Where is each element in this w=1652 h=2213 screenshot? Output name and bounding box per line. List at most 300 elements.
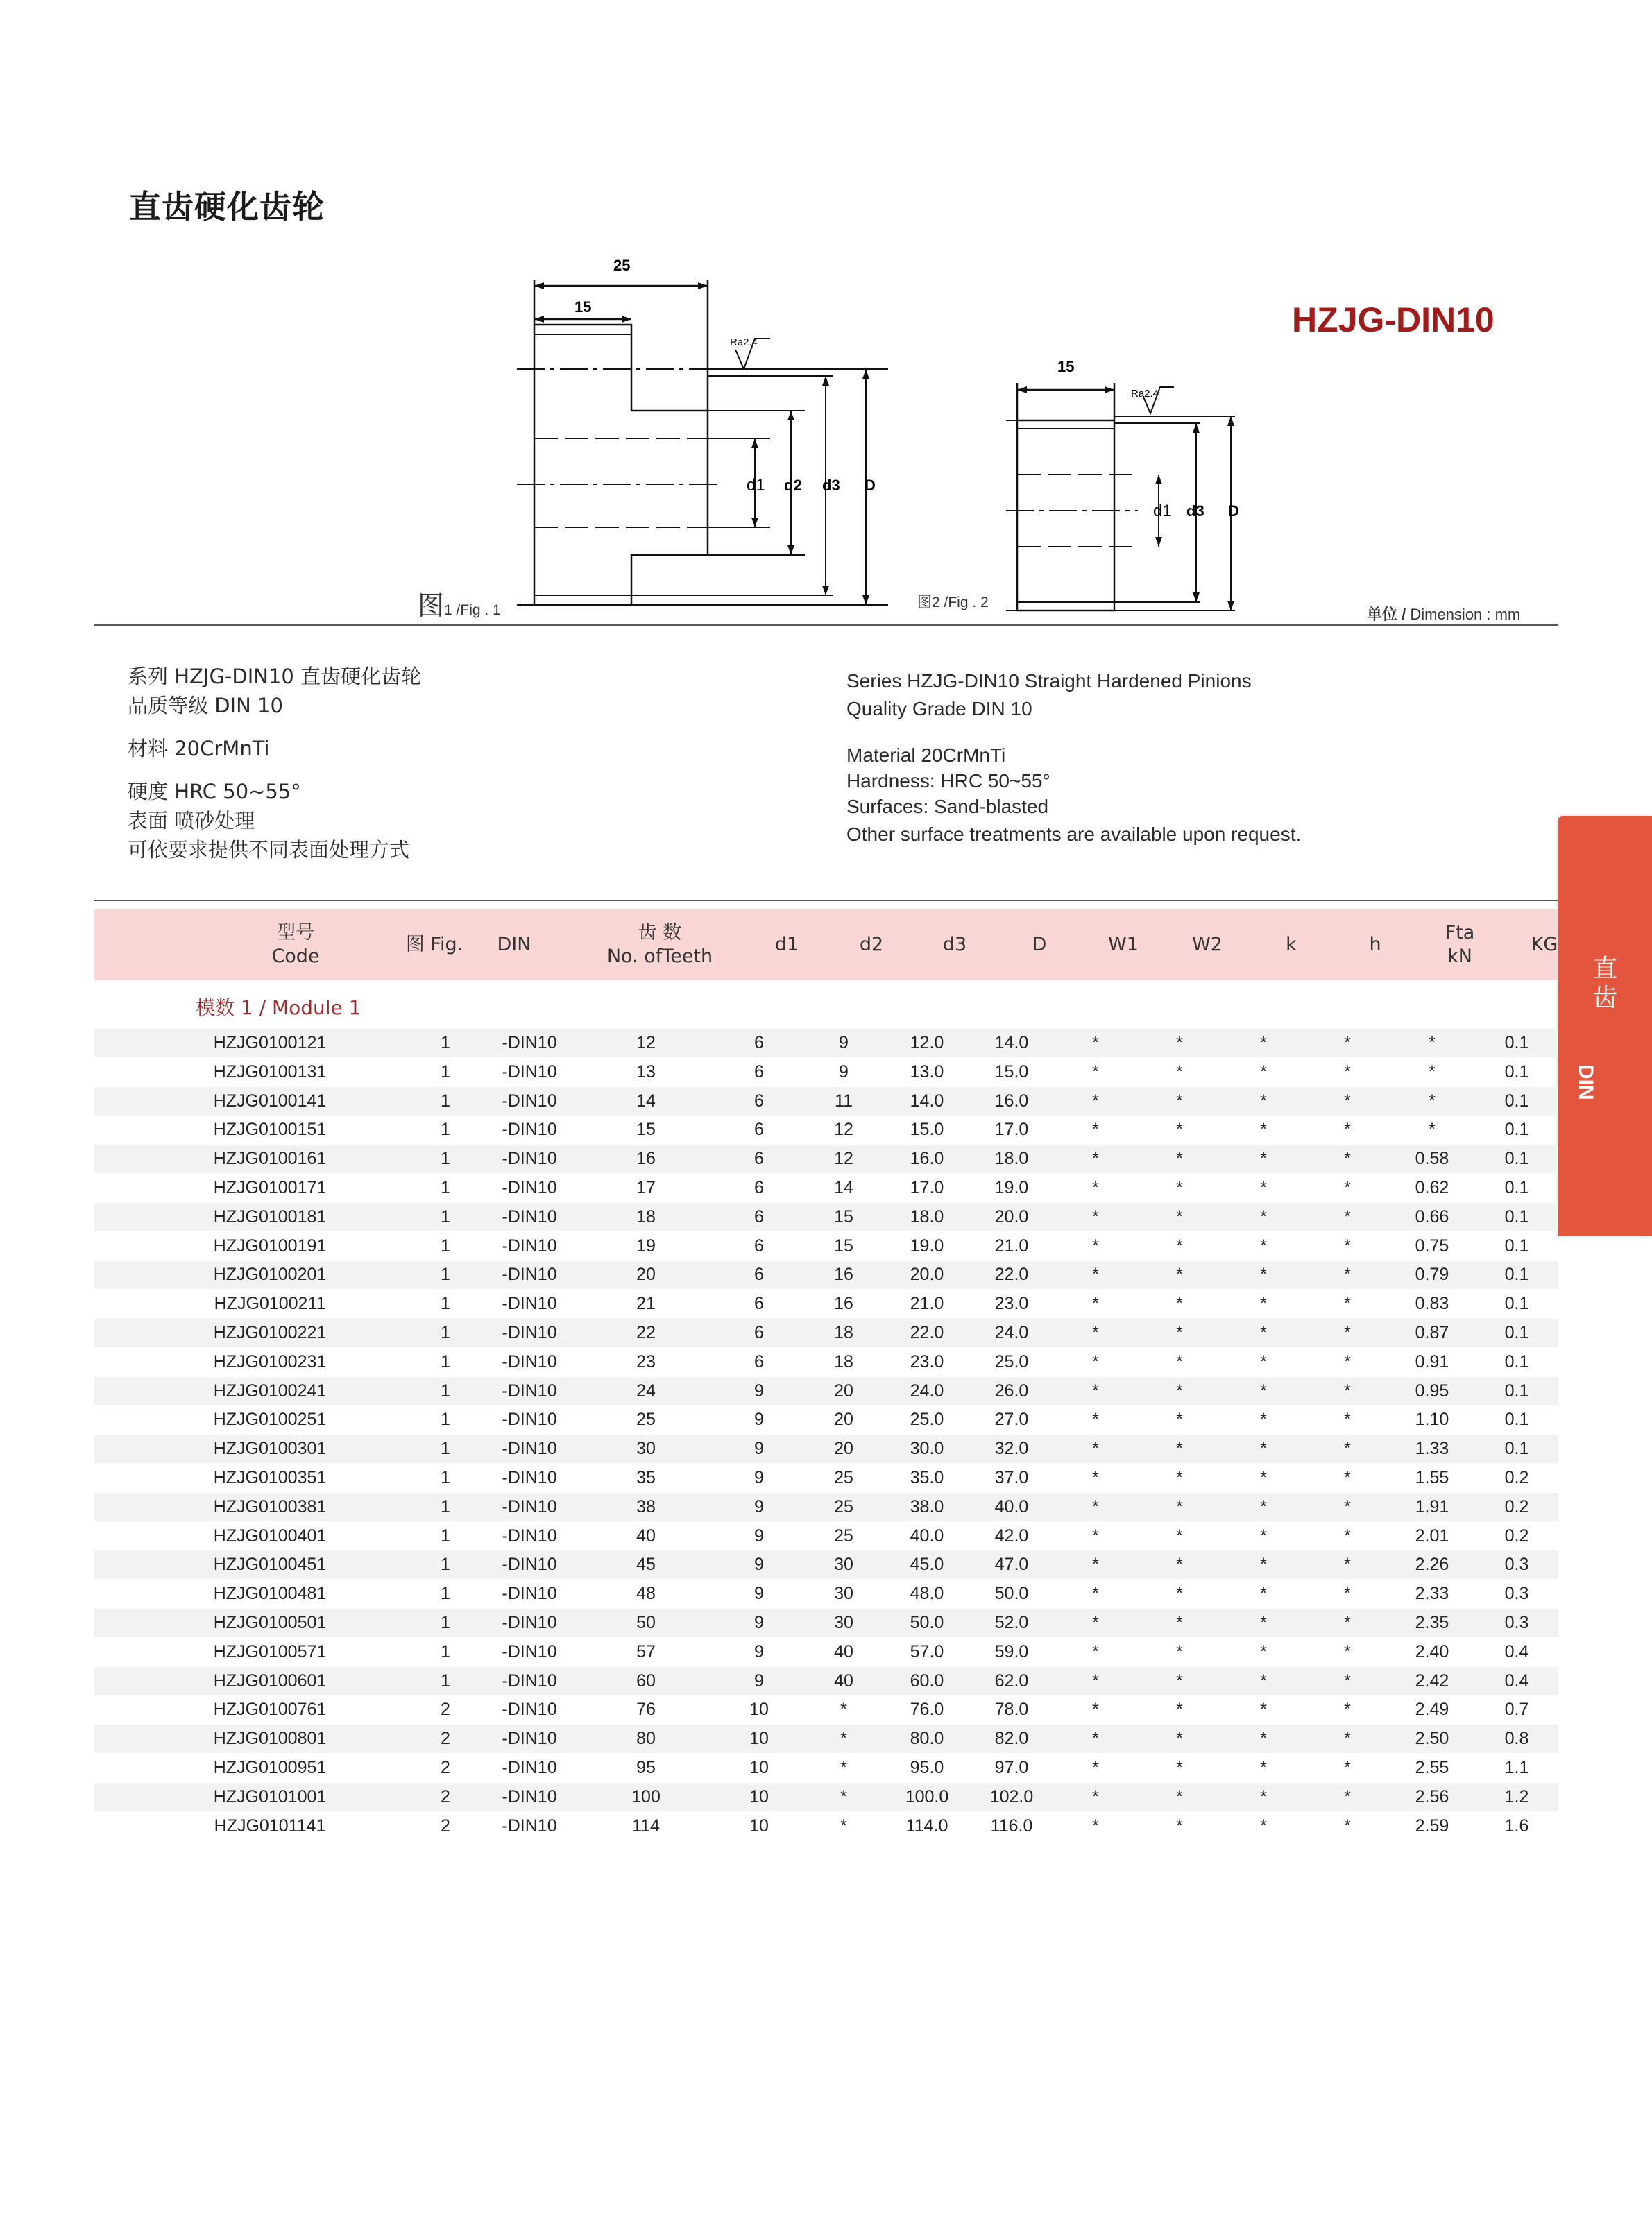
- cell-d2: 14: [834, 1178, 853, 1197]
- cell-w1: *: [1092, 1613, 1099, 1632]
- info-english: [846, 667, 1301, 850]
- divider-top: [94, 624, 1558, 626]
- cell-teeth: 13: [636, 1061, 656, 1082]
- cell-fta: 0.95: [1415, 1381, 1449, 1401]
- cell-teeth: 76: [636, 1700, 656, 1720]
- cell-fta: 1.10: [1415, 1410, 1449, 1430]
- table-row: [94, 1754, 1558, 1782]
- cell-d3: 23.0: [910, 1351, 944, 1372]
- table-row: [94, 1377, 1558, 1405]
- cell-din: -DIN10: [502, 1671, 557, 1691]
- cell-fig: 1: [441, 1236, 450, 1256]
- cell-din: -DIN10: [502, 1033, 557, 1052]
- cell-kg: 0.1: [1504, 1120, 1529, 1140]
- cell-fta: 1.91: [1415, 1496, 1449, 1516]
- cell-D: 16.0: [994, 1091, 1029, 1111]
- cell-din: -DIN10: [502, 1061, 557, 1082]
- cell-d1: 9: [754, 1439, 764, 1459]
- cell-w2: *: [1176, 1033, 1183, 1052]
- cell-kg: 0.2: [1504, 1468, 1529, 1487]
- cell-w2: *: [1176, 1149, 1183, 1169]
- cell-code: HZJG0100151: [213, 1120, 327, 1140]
- cell-kg: 1.6: [1504, 1815, 1529, 1836]
- cell-fig: 2: [441, 1729, 450, 1749]
- table-header: [94, 909, 1558, 980]
- table-row: [94, 1493, 1558, 1521]
- cell-k: *: [1260, 1613, 1267, 1632]
- cell-d2: 12: [834, 1149, 853, 1169]
- cell-h: *: [1344, 1120, 1351, 1140]
- cell-k: *: [1260, 1584, 1267, 1604]
- cell-fta: 0.58: [1415, 1149, 1449, 1169]
- col-header-din: DIN: [497, 934, 531, 955]
- cell-din: -DIN10: [502, 1206, 557, 1227]
- cell-fta: 2.26: [1415, 1555, 1449, 1575]
- info-en-material: Material 20CrMnTi: [846, 744, 1006, 766]
- cell-h: *: [1344, 1061, 1351, 1082]
- cell-d2: *: [840, 1758, 847, 1777]
- cell-k: *: [1260, 1265, 1267, 1285]
- cell-fig: 1: [441, 1439, 450, 1459]
- cell-h: *: [1344, 1091, 1351, 1111]
- cell-code: HZJG0100161: [213, 1149, 327, 1169]
- cell-fta: 2.42: [1415, 1671, 1449, 1691]
- cell-d1: 10: [749, 1786, 769, 1806]
- cell-h: *: [1344, 1265, 1351, 1285]
- cell-fta: 2.35: [1415, 1613, 1449, 1632]
- cell-din: -DIN10: [502, 1729, 557, 1749]
- cell-din: -DIN10: [502, 1236, 557, 1256]
- cell-d2: 16: [834, 1265, 853, 1285]
- cell-w1: *: [1092, 1381, 1099, 1401]
- cell-kg: 0.1: [1504, 1033, 1529, 1052]
- cell-w1: *: [1092, 1641, 1099, 1661]
- cell-d3: 50.0: [910, 1613, 944, 1632]
- cell-w2: *: [1176, 1061, 1183, 1082]
- cell-d2: 9: [839, 1061, 849, 1082]
- cell-d3: 14.0: [910, 1091, 944, 1111]
- cell-D: 22.0: [994, 1265, 1029, 1285]
- cell-k: *: [1260, 1410, 1267, 1430]
- cell-h: *: [1344, 1786, 1351, 1806]
- cell-k: *: [1260, 1294, 1267, 1314]
- cell-fta: 2.50: [1415, 1729, 1449, 1749]
- col-header-k: k: [1286, 934, 1297, 955]
- cell-h: *: [1344, 1033, 1351, 1052]
- fig1-d2-label: d2: [784, 477, 802, 494]
- cell-fig: 1: [441, 1206, 450, 1227]
- col-header-d2: d2: [859, 934, 884, 955]
- side-category-tab[interactable]: [1558, 816, 1652, 1236]
- cell-fig: 2: [441, 1758, 450, 1777]
- cell-w2: *: [1176, 1815, 1183, 1836]
- col-header-d3: d3: [942, 934, 967, 955]
- cell-fta: *: [1429, 1061, 1436, 1082]
- cell-fta: 2.01: [1415, 1526, 1449, 1546]
- module-label: 模数 1 / Module 1: [196, 996, 361, 1019]
- cell-code: HZJG0101001: [213, 1786, 327, 1806]
- cell-teeth: 80: [636, 1729, 656, 1749]
- cell-d1: 9: [754, 1381, 764, 1401]
- cell-d1: 6: [754, 1120, 764, 1140]
- table-row: [94, 1405, 1558, 1434]
- cell-h: *: [1344, 1815, 1351, 1836]
- cell-d1: 6: [754, 1061, 764, 1082]
- cell-fig: 1: [441, 1496, 450, 1516]
- cell-h: *: [1344, 1149, 1351, 1169]
- table-row: [94, 1058, 1558, 1086]
- cell-w1: *: [1092, 1700, 1099, 1720]
- cell-w2: *: [1176, 1294, 1183, 1314]
- cell-D: 14.0: [994, 1033, 1029, 1052]
- table-row: [94, 1203, 1558, 1231]
- cell-code: HZJG0100951: [213, 1758, 327, 1777]
- fig1-dim-25: 25: [613, 257, 631, 274]
- info-cn-hardness: 硬度 HRC 50~55°: [128, 780, 301, 803]
- cell-k: *: [1260, 1149, 1267, 1169]
- cell-w1: *: [1092, 1323, 1099, 1342]
- cell-kg: 0.1: [1504, 1381, 1529, 1401]
- cell-din: -DIN10: [502, 1381, 557, 1401]
- cell-kg: 0.4: [1504, 1671, 1529, 1691]
- table-row: [94, 1319, 1558, 1347]
- cell-w2: *: [1176, 1671, 1183, 1691]
- cell-d1: 10: [749, 1700, 769, 1720]
- cell-din: -DIN10: [502, 1351, 557, 1372]
- cell-fig: 1: [441, 1091, 450, 1111]
- cell-w1: *: [1092, 1758, 1099, 1777]
- cell-kg: 0.1: [1504, 1323, 1529, 1342]
- cell-code: HZJG0100211: [214, 1294, 326, 1314]
- cell-d1: 9: [754, 1555, 764, 1575]
- cell-k: *: [1260, 1439, 1267, 1459]
- cell-teeth: 60: [636, 1671, 656, 1691]
- cell-din: -DIN10: [502, 1323, 557, 1342]
- cell-d2: 15: [834, 1206, 853, 1227]
- cell-d2: 15: [834, 1236, 853, 1256]
- cell-code: HZJG0100381: [213, 1496, 327, 1516]
- cell-din: -DIN10: [502, 1091, 557, 1111]
- cell-fig: 1: [441, 1294, 450, 1314]
- cell-fig: 1: [441, 1061, 450, 1082]
- cell-w2: *: [1176, 1265, 1183, 1285]
- cell-k: *: [1260, 1671, 1267, 1691]
- table-row: [94, 1783, 1558, 1811]
- col-header-fta: Fta kN: [1445, 922, 1475, 967]
- fig1-d3-label: d3: [822, 477, 840, 494]
- cell-h: *: [1344, 1496, 1351, 1516]
- cell-k: *: [1260, 1323, 1267, 1342]
- col-header-w2: W2: [1192, 934, 1223, 955]
- cell-h: *: [1344, 1236, 1351, 1256]
- cell-w1: *: [1092, 1496, 1099, 1516]
- cell-code: HZJG0100181: [213, 1206, 327, 1227]
- cell-teeth: 19: [636, 1236, 656, 1256]
- cell-D: 52.0: [994, 1613, 1029, 1632]
- table-row: [94, 1812, 1558, 1840]
- cell-teeth: 16: [636, 1149, 656, 1169]
- cell-w1: *: [1092, 1294, 1099, 1314]
- cell-d2: 25: [834, 1526, 853, 1546]
- cell-din: -DIN10: [502, 1439, 557, 1459]
- cell-code: HZJG0100201: [213, 1265, 327, 1285]
- cell-w2: *: [1176, 1206, 1183, 1227]
- cell-kg: 1.2: [1504, 1786, 1529, 1806]
- cell-d2: 18: [834, 1323, 853, 1342]
- cell-code: HZJG0100761: [213, 1700, 327, 1720]
- table-row: [94, 1550, 1558, 1579]
- cell-fta: 0.75: [1415, 1236, 1449, 1256]
- info-en-hardness: Hardness: HRC 50~55°: [846, 770, 1050, 792]
- cell-d3: 25.0: [910, 1410, 944, 1430]
- cell-kg: 0.1: [1504, 1294, 1529, 1314]
- cell-k: *: [1260, 1815, 1267, 1836]
- cell-d1: 6: [754, 1294, 764, 1314]
- cell-fta: 2.49: [1415, 1700, 1449, 1720]
- cell-d3: 22.0: [910, 1323, 944, 1342]
- cell-din: -DIN10: [502, 1700, 557, 1720]
- cell-code: HZJG0100601: [213, 1671, 327, 1691]
- cell-d2: 30: [834, 1584, 853, 1604]
- cell-d3: 57.0: [910, 1641, 944, 1661]
- cell-d1: 6: [754, 1265, 764, 1285]
- cell-d2: 25: [834, 1496, 853, 1516]
- figure-1-drawing: [402, 250, 902, 617]
- cell-teeth: 45: [636, 1555, 656, 1575]
- cell-kg: 0.1: [1504, 1439, 1529, 1459]
- cell-w2: *: [1176, 1641, 1183, 1661]
- cell-d2: 11: [835, 1091, 853, 1111]
- fig1-roughness: Ra2.4: [730, 336, 758, 348]
- cell-fig: 1: [441, 1641, 450, 1661]
- cell-k: *: [1260, 1729, 1267, 1749]
- info-chinese: [128, 662, 421, 864]
- cell-D: 26.0: [994, 1381, 1029, 1401]
- table-row: [94, 1522, 1558, 1550]
- cell-din: -DIN10: [502, 1410, 557, 1430]
- cell-fta: 2.40: [1415, 1641, 1449, 1661]
- cell-fig: 1: [441, 1410, 450, 1430]
- cell-D: 116.0: [990, 1815, 1033, 1836]
- cell-teeth: 24: [636, 1381, 656, 1401]
- cell-k: *: [1260, 1033, 1267, 1052]
- cell-D: 37.0: [994, 1468, 1029, 1487]
- cell-fta: 0.66: [1415, 1206, 1449, 1227]
- cell-fta: 2.33: [1415, 1584, 1449, 1604]
- cell-D: 27.0: [994, 1410, 1029, 1430]
- cell-kg: 0.1: [1504, 1265, 1529, 1285]
- cell-teeth: 30: [636, 1439, 656, 1459]
- cell-h: *: [1344, 1410, 1351, 1430]
- cell-fig: 1: [441, 1265, 450, 1285]
- cell-w1: *: [1092, 1555, 1099, 1575]
- cell-w2: *: [1176, 1439, 1183, 1459]
- cell-w1: *: [1092, 1786, 1099, 1806]
- cell-w2: *: [1176, 1584, 1183, 1604]
- cell-code: HZJG0100221: [213, 1323, 327, 1342]
- cell-d2: *: [840, 1700, 847, 1720]
- cell-h: *: [1344, 1294, 1351, 1314]
- cell-k: *: [1260, 1351, 1267, 1372]
- cell-fta: 2.56: [1415, 1786, 1449, 1806]
- table-row: [94, 1116, 1558, 1144]
- col-header-w1: W1: [1108, 934, 1139, 955]
- cell-d1: 6: [754, 1351, 764, 1372]
- cell-d3: 76.0: [910, 1700, 944, 1720]
- cell-code: HZJG0100251: [213, 1410, 327, 1430]
- cell-d1: 6: [754, 1033, 764, 1052]
- col-header-teeth: 齿 数 No. ofTeeth: [606, 922, 713, 967]
- figure-2-drawing: [999, 347, 1263, 624]
- cell-w1: *: [1092, 1468, 1099, 1487]
- table-row: [94, 1580, 1558, 1608]
- cell-D: 78.0: [994, 1700, 1029, 1720]
- fig1-D-label: D: [865, 477, 876, 494]
- cell-kg: 0.7: [1504, 1700, 1529, 1720]
- cell-D: 21.0: [994, 1236, 1029, 1256]
- cell-D: 20.0: [994, 1206, 1029, 1227]
- page-title: 直齿硬化齿轮: [129, 188, 325, 225]
- cell-w1: *: [1092, 1120, 1099, 1140]
- cell-din: -DIN10: [502, 1149, 557, 1169]
- cell-w2: *: [1176, 1468, 1183, 1487]
- cell-fta: *: [1429, 1033, 1436, 1052]
- cell-D: 18.0: [994, 1149, 1029, 1169]
- cell-d3: 24.0: [910, 1381, 944, 1401]
- cell-din: -DIN10: [502, 1120, 557, 1140]
- cell-d3: 95.0: [910, 1758, 944, 1777]
- cell-kg: 0.2: [1504, 1526, 1529, 1546]
- fig2-dim-15: 15: [1057, 358, 1075, 375]
- cell-w2: *: [1176, 1236, 1183, 1256]
- cell-fig: 1: [441, 1671, 450, 1691]
- cell-d2: *: [840, 1815, 847, 1836]
- cell-d2: 40: [834, 1641, 853, 1661]
- cell-din: -DIN10: [502, 1468, 557, 1487]
- cell-d2: 30: [834, 1613, 853, 1632]
- cell-w2: *: [1176, 1323, 1183, 1342]
- fig2-outline: [1017, 420, 1114, 610]
- cell-fta: *: [1429, 1091, 1436, 1111]
- table-row: [94, 1232, 1558, 1261]
- cell-kg: 1.1: [1504, 1758, 1529, 1777]
- cell-fta: 0.87: [1415, 1323, 1449, 1342]
- cell-teeth: 20: [636, 1265, 656, 1285]
- cell-fta: 1.33: [1415, 1439, 1449, 1459]
- cell-w1: *: [1092, 1033, 1099, 1052]
- cell-w1: *: [1092, 1584, 1099, 1604]
- cell-k: *: [1260, 1236, 1267, 1256]
- cell-code: HZJG0100131: [213, 1061, 327, 1082]
- cell-d1: 9: [754, 1410, 764, 1430]
- cell-d2: *: [840, 1729, 847, 1749]
- cell-code: HZJG0100141: [213, 1091, 327, 1111]
- info-cn-series: 系列 HZJG-DIN10 直齿硬化齿轮: [128, 665, 422, 688]
- fig1-outline: [534, 325, 708, 605]
- cell-d1: 9: [754, 1468, 764, 1487]
- cell-fig: 2: [441, 1786, 450, 1806]
- cell-d1: 9: [754, 1584, 764, 1604]
- cell-w1: *: [1092, 1526, 1099, 1546]
- fig1-dim-15: 15: [574, 298, 592, 316]
- cell-d3: 45.0: [910, 1555, 944, 1575]
- info-cn-surface: 表面 喷砂处理: [128, 809, 255, 832]
- cell-d3: 30.0: [910, 1439, 944, 1459]
- table-row: [94, 1087, 1558, 1116]
- cell-fta: 0.79: [1415, 1265, 1449, 1285]
- cell-kg: 0.8: [1504, 1729, 1529, 1749]
- product-series-code: HZJG-DIN10: [1292, 300, 1495, 339]
- cell-teeth: 21: [636, 1294, 656, 1314]
- cell-D: 59.0: [994, 1641, 1029, 1661]
- cell-D: 47.0: [994, 1555, 1029, 1575]
- cell-fig: 1: [441, 1468, 450, 1487]
- figure-1-caption: 图1 /Fig . 1: [418, 592, 501, 621]
- col-header-code: 型号 Code: [271, 922, 320, 967]
- cell-D: 19.0: [994, 1178, 1029, 1197]
- cell-w1: *: [1092, 1061, 1099, 1082]
- cell-fig: 1: [441, 1584, 450, 1604]
- cell-teeth: 25: [636, 1410, 656, 1430]
- cell-code: HZJG0100351: [213, 1468, 327, 1487]
- cell-kg: 0.3: [1504, 1555, 1529, 1575]
- info-en-grade: Quality Grade DIN 10: [846, 698, 1032, 719]
- cell-d1: 9: [754, 1671, 764, 1691]
- cell-d3: 48.0: [910, 1584, 944, 1604]
- col-header-h: h: [1369, 934, 1381, 955]
- cell-d1: 6: [754, 1236, 764, 1256]
- cell-teeth: 57: [636, 1641, 656, 1661]
- cell-code: HZJG0100481: [213, 1584, 327, 1604]
- fig2-D-label: D: [1228, 502, 1239, 520]
- cell-d3: 40.0: [910, 1526, 944, 1546]
- fig2-roughness: Ra2.4: [1131, 388, 1159, 400]
- col-header-D: D: [1032, 934, 1047, 955]
- info-en-surface: Surfaces: Sand-blasted: [846, 796, 1049, 817]
- cell-din: -DIN10: [502, 1815, 557, 1836]
- cell-d2: 30: [834, 1555, 853, 1575]
- cell-din: -DIN10: [502, 1294, 557, 1314]
- cell-h: *: [1344, 1613, 1351, 1632]
- cell-kg: 0.1: [1504, 1061, 1529, 1082]
- cell-w1: *: [1092, 1265, 1099, 1285]
- cell-d1: 6: [754, 1178, 764, 1197]
- cell-D: 42.0: [994, 1526, 1029, 1546]
- cell-teeth: 15: [636, 1120, 656, 1140]
- cell-din: -DIN10: [502, 1758, 557, 1777]
- cell-code: HZJG0100241: [213, 1381, 327, 1401]
- cell-kg: 0.1: [1504, 1091, 1529, 1111]
- cell-k: *: [1260, 1381, 1267, 1401]
- cell-code: HZJG0100801: [213, 1729, 327, 1749]
- cell-d1: 10: [749, 1729, 769, 1749]
- cell-D: 50.0: [994, 1584, 1029, 1604]
- cell-d2: 20: [834, 1381, 853, 1401]
- cell-fta: 0.91: [1415, 1351, 1449, 1372]
- table-row: [94, 1174, 1558, 1202]
- cell-teeth: 95: [636, 1758, 656, 1777]
- cell-code: HZJG0100191: [213, 1236, 327, 1256]
- cell-D: 62.0: [994, 1671, 1029, 1691]
- cell-d3: 60.0: [910, 1671, 944, 1691]
- cell-w2: *: [1176, 1700, 1183, 1720]
- cell-teeth: 17: [636, 1178, 656, 1197]
- cell-teeth: 40: [636, 1526, 656, 1546]
- cell-w2: *: [1176, 1758, 1183, 1777]
- cell-D: 24.0: [994, 1323, 1029, 1342]
- cell-fta: *: [1429, 1120, 1436, 1140]
- cell-code: HZJG0100231: [213, 1351, 327, 1372]
